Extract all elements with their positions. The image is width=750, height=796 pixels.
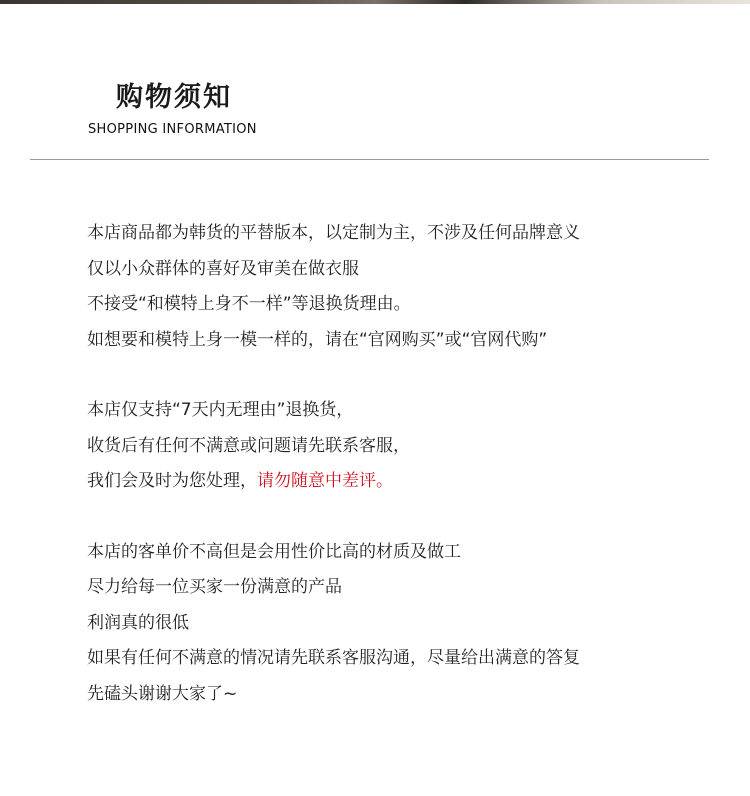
- paragraph-return-policy: [87, 393, 727, 500]
- text-line: 仅以小众群体的喜好及审美在做衣服: [87, 258, 359, 279]
- notice-content: [87, 216, 727, 747]
- divider: [30, 159, 709, 160]
- text-line: 本店的客单价不高但是会用性价比高的材质及做工: [87, 541, 461, 562]
- text-line: 不接受“和模特上身不一样”等退换货理由。: [87, 294, 411, 314]
- section-header: [88, 82, 257, 138]
- paragraph-closing-note: [87, 535, 727, 713]
- text-line: 如果有任何不满意的情况请先联系客服沟通，尽量给出满意的答复: [87, 648, 580, 668]
- text-line: 本店仅支持“7天内无理由”退换货，: [87, 400, 354, 420]
- paragraph-product-policy: [87, 216, 727, 358]
- page-subtitle: SHOPPING INFORMATION: [88, 122, 257, 137]
- text-line: 尽力给每一位买家一份满意的产品: [87, 577, 342, 597]
- text-line: 先磕头谢谢大家了~: [87, 683, 238, 704]
- text-line: 本店商品都为韩货的平替版本，以定制为主，不涉及任何品牌意义: [87, 223, 580, 243]
- top-photo-strip: [0, 0, 750, 4]
- text-line-prefix: 我们会及时为您处理，: [87, 471, 257, 491]
- text-line-with-warning: [87, 464, 727, 500]
- text-line: 收货后有任何不满意或问题请先联系客服，: [87, 435, 410, 456]
- page-title: 购物须知: [116, 82, 232, 113]
- warning-text: 请勿随意中差评。: [257, 471, 393, 491]
- text-line: 利润真的很低: [87, 612, 189, 633]
- text-line: 如想要和模特上身一模一样的，请在“官网购买”或“官网代购”: [87, 329, 548, 350]
